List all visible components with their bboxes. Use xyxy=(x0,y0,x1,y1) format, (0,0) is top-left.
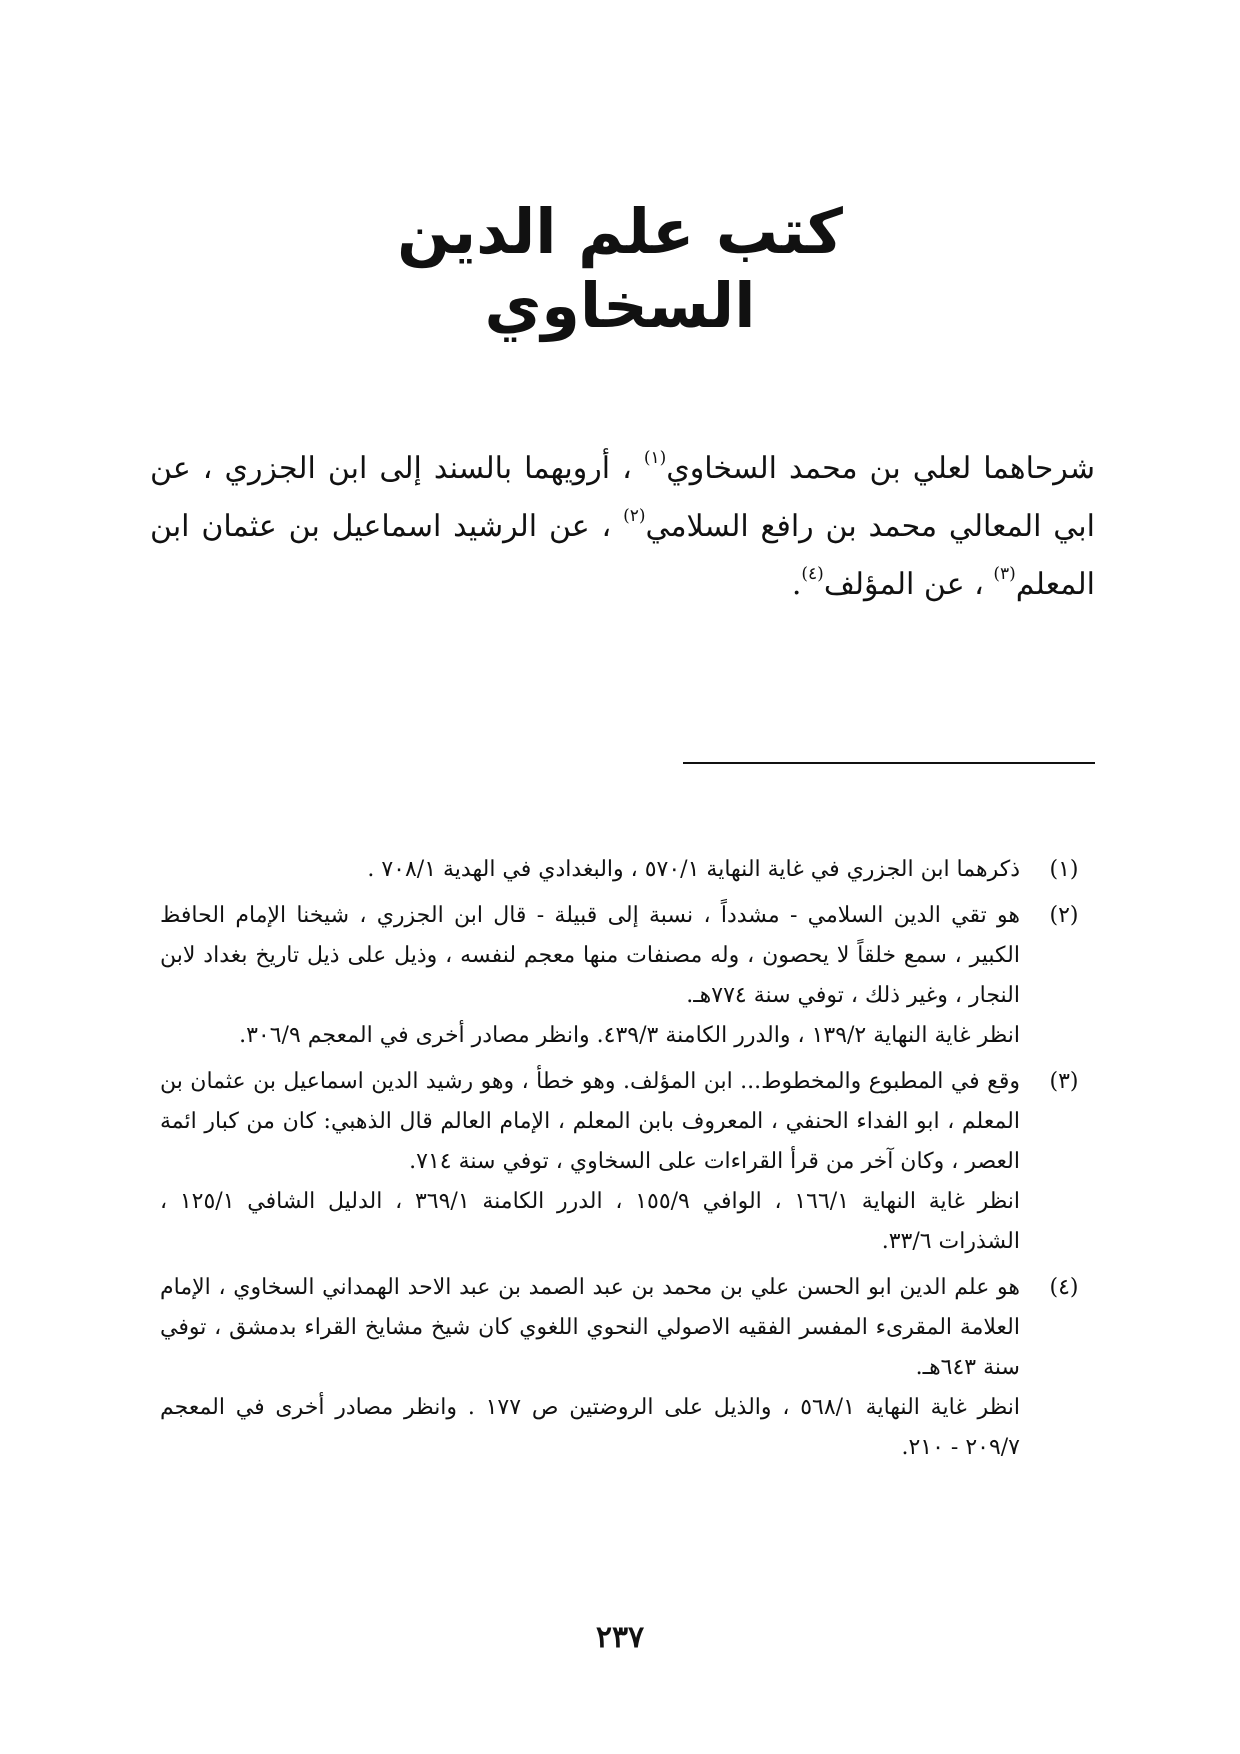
footnote xyxy=(160,1062,1090,1262)
footnote-separator xyxy=(683,762,1095,764)
footnote-number: (٢) xyxy=(1049,903,1079,928)
footnote-paragraph: هو تقي الدين السلامي - مشدداً ، نسبة إلى قبيلة - قال ابن الجزري ، شيخنا الإمام الحافظ الكبير ، سمع خلقاً لا يحصون ، وله مصنفات منها معجم لنفسه ، وذيل على ذيل تاريخ بغداد لابن النجار ، وغير ذلك ، توفي سنة ٧٧٤هـ. xyxy=(160,903,1020,1008)
page-number: ٢٣٧ xyxy=(595,1620,645,1655)
body-segment: شرحاهما لعلي بن محمد السخاوي xyxy=(666,451,1095,486)
footnote-text xyxy=(160,850,1020,890)
footnotes xyxy=(160,850,1090,1474)
footnote-ref[interactable]: (٤) xyxy=(801,564,824,584)
body-segment: ، عن المؤلف xyxy=(823,567,984,602)
footnote-number: (١) xyxy=(1049,857,1079,882)
footnote-number: (٣) xyxy=(1049,1069,1079,1094)
footnote-paragraph: انظر غاية النهاية ٥٦٨/١ ، والذيل على الروضتين ص ١٧٧ . وانظر مصادر أخرى في المعجم ٢٠٩/٧ - ٢١٠. xyxy=(160,1395,1020,1460)
footnote xyxy=(160,1268,1090,1468)
body-segment: ، عن الرشيد اسماعيل بن عثمان ابن المعلم xyxy=(150,509,1095,602)
footnote xyxy=(160,896,1090,1056)
footnote-ref[interactable]: (٢) xyxy=(623,506,646,526)
footnote-text xyxy=(160,1062,1020,1262)
footnote-number: (٤) xyxy=(1049,1275,1079,1300)
footnote-paragraph: وقع في المطبوع والمخطوط... ابن المؤلف. وهو خطأ ، وهو رشيد الدين اسماعيل بن عثمان بن المعلم ، ابو الفداء الحنفي ، المعروف بابن المعلم ، الإمام العالم قال الذهبي: كان من كبار ائمة العصر ، وكان آخر من قرأ القراءات على السخاوي ، توفي سنة ٧١٤. xyxy=(160,1069,1020,1174)
footnote-paragraph: انظر غاية النهاية ١٣٩/٢ ، والدرر الكامنة ٤٣٩/٣. وانظر مصادر أخرى في المعجم ٣٠٦/٩. xyxy=(239,1023,1020,1048)
body-segment: ، أرويهما بالسند إلى ابن الجزري ، عن ابي المعالي محمد بن رافع السلامي xyxy=(150,451,1095,544)
body-segment: . xyxy=(791,567,802,602)
page-title: كتب علم الدين السخاوي xyxy=(397,195,843,343)
footnote-ref[interactable]: (١) xyxy=(643,448,667,468)
footnote-text xyxy=(160,1268,1020,1468)
body-paragraph xyxy=(150,440,1095,614)
footnote-paragraph: انظر غاية النهاية ١٦٦/١ ، الوافي ١٥٥/٩ ، الدرر الكامنة ٣٦٩/١ ، الدليل الشافي ١٢٥/١ ، الشذرات ٣٣/٦. xyxy=(160,1189,1021,1254)
footnote xyxy=(160,850,1090,890)
footnote-paragraph: ذكرهما ابن الجزري في غاية النهاية ٥٧٠/١ ، والبغدادي في الهدية ٧٠٨/١ . xyxy=(367,857,1020,882)
footnote-paragraph: هو علم الدين ابو الحسن علي بن محمد بن عبد الصمد بن عبد الاحد الهمداني السخاوي ، الإمام العلامة المقرىء المفسر الفقيه الاصولي النحوي اللغوي كان شيخ مشايخ القراء بدمشق ، توفي سنة ٦٤٣هـ. xyxy=(160,1275,1020,1380)
footnote-ref[interactable]: (٣) xyxy=(993,564,1016,584)
footnote-text xyxy=(160,896,1020,1056)
